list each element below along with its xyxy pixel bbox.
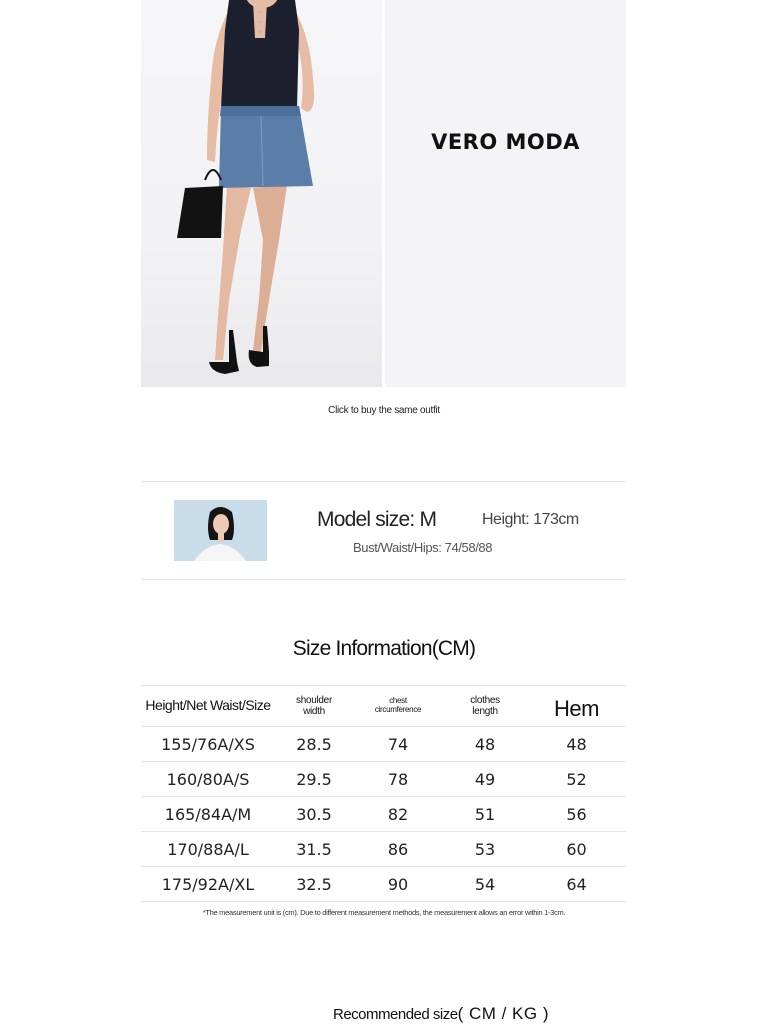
header-hem: Hem: [527, 686, 626, 727]
model-headshot: [174, 500, 267, 561]
brand-panel: [385, 0, 626, 387]
model-size: Model size: M: [317, 508, 437, 531]
header-chest: [353, 686, 443, 727]
cell-length: 49: [443, 762, 527, 797]
table-row: [141, 867, 626, 902]
header-size: Height/Net Waist/Size: [141, 686, 275, 727]
divider: [141, 481, 626, 482]
header-length: [443, 686, 527, 727]
header-chest-line2: circumference: [374, 705, 422, 714]
table-row: [141, 832, 626, 867]
cell-length: 48: [443, 727, 527, 762]
cell-hem: 64: [527, 867, 626, 902]
model-outfit-image: [141, 0, 382, 387]
table-row: [141, 797, 626, 832]
brand-logo: VERO MODA: [431, 130, 580, 154]
table-header-row: [141, 686, 626, 727]
cell-hem: 56: [527, 797, 626, 832]
header-length-line2: length: [472, 706, 498, 717]
divider: [141, 579, 626, 580]
cell-size: 155/76A/XS: [141, 727, 275, 762]
cell-size: 165/84A/M: [141, 797, 275, 832]
cell-chest: 78: [353, 762, 443, 797]
recommended-size-unit: ( CM / KG ): [457, 1004, 550, 1023]
header-shoulder: [275, 686, 353, 727]
model-portrait-image: [174, 500, 267, 561]
cell-chest: 82: [353, 797, 443, 832]
header-shoulder-line1: shoulder: [296, 695, 332, 706]
cell-size: 160/80A/S: [141, 762, 275, 797]
cell-shoulder: 32.5: [275, 867, 353, 902]
model-measurements: Bust/Waist/Hips: 74/58/88: [353, 540, 493, 555]
cell-hem: 60: [527, 832, 626, 867]
table-row: [141, 727, 626, 762]
cell-hem: 52: [527, 762, 626, 797]
cell-shoulder: 28.5: [275, 727, 353, 762]
size-info-title: Size Information(CM): [292, 637, 476, 660]
recommended-size-label: Recommended size: [333, 1006, 458, 1023]
size-table: [141, 685, 626, 902]
hero-section: [141, 0, 626, 387]
recommended-size-title: [333, 1004, 549, 1024]
cell-chest: 90: [353, 867, 443, 902]
cell-length: 53: [443, 832, 527, 867]
header-length-line1: clothes: [470, 695, 500, 706]
outfit-photo[interactable]: [141, 0, 382, 387]
cell-size: 175/92A/XL: [141, 867, 275, 902]
model-height: Height: 173cm: [482, 511, 579, 528]
table-row: [141, 762, 626, 797]
header-shoulder-line2: width: [303, 706, 325, 717]
cell-size: 170/88A/L: [141, 832, 275, 867]
measurement-footnote: *The measurement unit is (cm). Due to different measurement methods, the measurement allows an error within 1-3cm.: [202, 908, 566, 917]
buy-same-outfit-link[interactable]: Click to buy the same outfit: [328, 405, 440, 416]
cell-length: 54: [443, 867, 527, 902]
cell-shoulder: 30.5: [275, 797, 353, 832]
cell-shoulder: 31.5: [275, 832, 353, 867]
header-chest-line1: chest: [389, 696, 407, 706]
cell-shoulder: 29.5: [275, 762, 353, 797]
cell-hem: 48: [527, 727, 626, 762]
cell-chest: 86: [353, 832, 443, 867]
cell-length: 51: [443, 797, 527, 832]
cell-chest: 74: [353, 727, 443, 762]
